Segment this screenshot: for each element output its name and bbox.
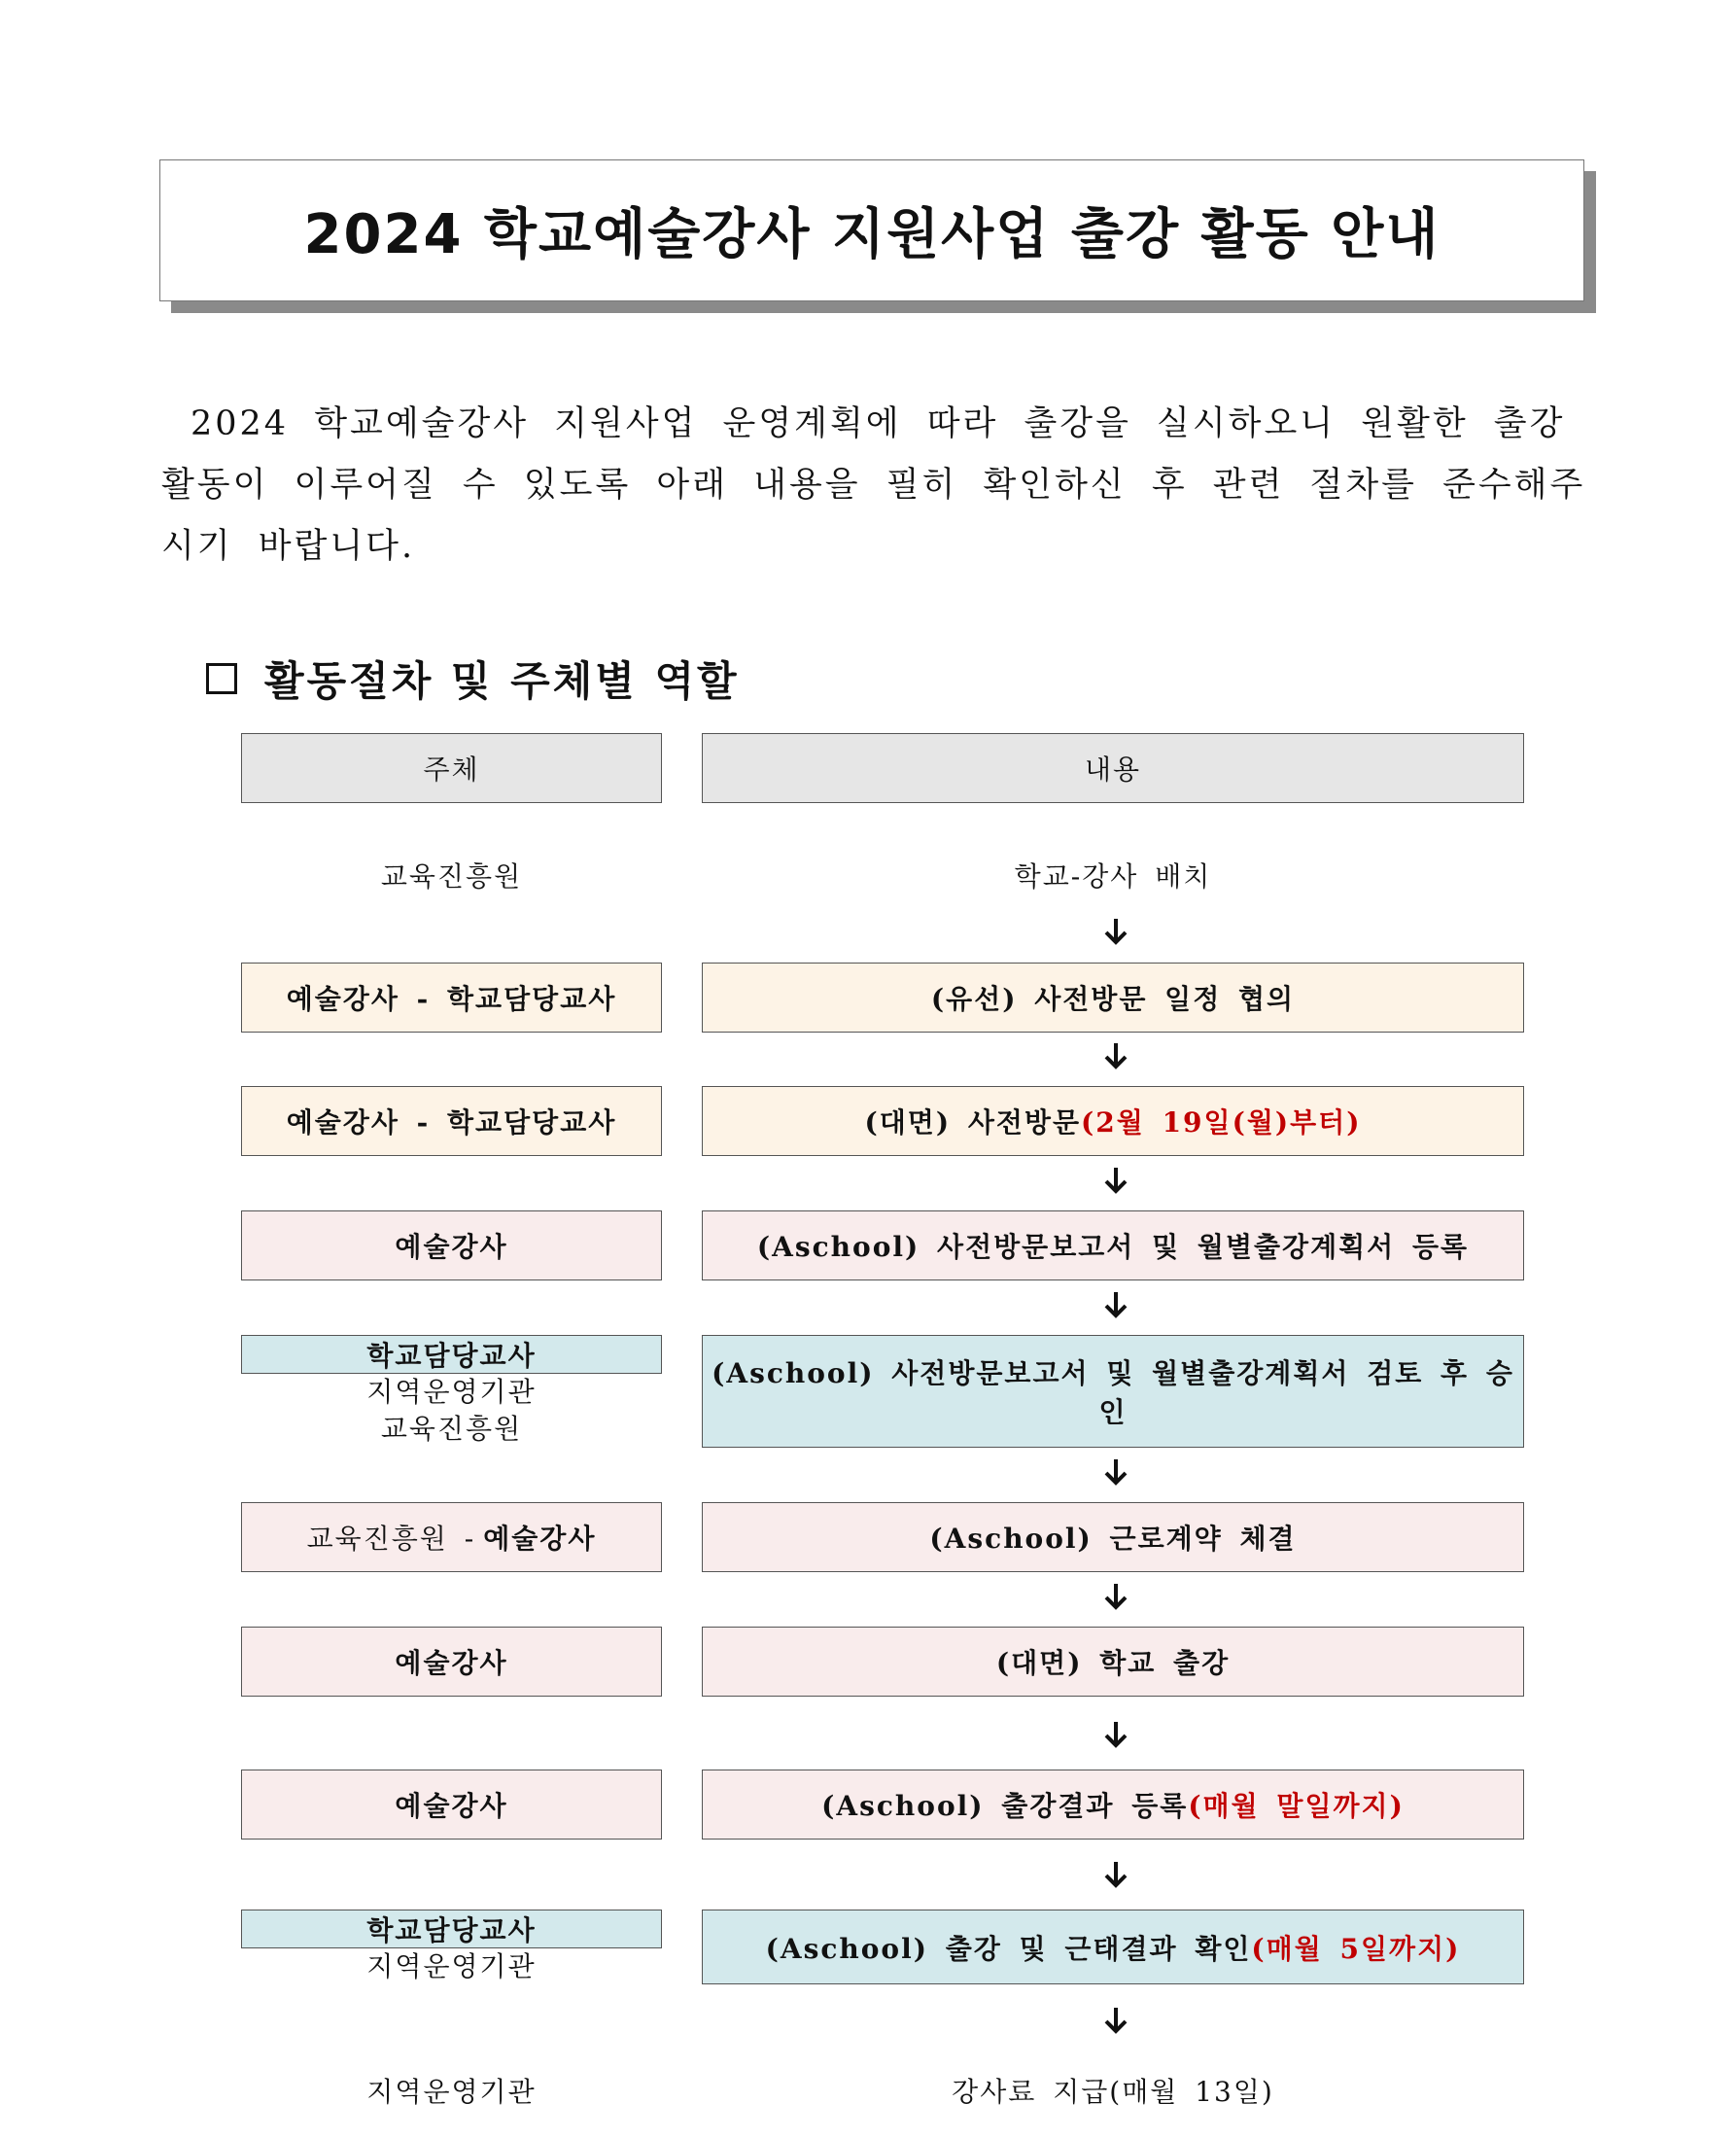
row-2-subject <box>241 1086 662 1156</box>
arrow-down-icon <box>1103 1458 1128 1486</box>
intro-line-3: 시기 바랍니다. <box>161 527 416 566</box>
intro-line-2: 활동이 이루어질 수 있도록 아래 내용을 필히 확인하신 후 관련 절차를 준수해주 <box>161 466 1586 505</box>
row-5-subject-bold: 예술강사 <box>483 1523 597 1555</box>
page-title: 2024 학교예술강사 지원사업 출강 활동 안내 <box>303 203 1441 266</box>
row-4-content <box>702 1335 1524 1448</box>
header-subject <box>241 733 662 803</box>
row-4-content-label: (Aschool) 사전방문보고서 및 월별출강계획서 검토 후 승인 <box>712 1357 1514 1428</box>
row-2-subject-label: 예술강사 - 학교담당교사 <box>286 1106 617 1139</box>
row-0-content: 학교-강사 배치 <box>1014 860 1212 893</box>
checkbox-icon <box>206 663 237 694</box>
title-box <box>159 159 1584 301</box>
row-9-subject: 지역운영기관 <box>366 2076 537 2108</box>
row-5-content-label: (Aschool) 근로계약 체결 <box>929 1523 1297 1555</box>
header-content <box>702 733 1524 803</box>
row-5-content <box>702 1502 1524 1572</box>
arrow-down-icon <box>1103 1042 1128 1069</box>
row-0-subject: 교육진흥원 <box>380 860 523 893</box>
arrow-down-icon <box>1103 1291 1128 1318</box>
row-3-content <box>702 1210 1524 1280</box>
row-8-content-label: (Aschool) 출강 및 근태결과 확인 <box>765 1932 1252 1965</box>
row-4-subject-line-1: 지역운영기관 <box>366 1376 537 1408</box>
section-title: 활동절차 및 주체별 역할 <box>264 657 740 705</box>
row-7-subject-label: 예술강사 <box>395 1790 508 1822</box>
row-8-subject-line-1: 지역운영기관 <box>366 1950 537 1982</box>
row-8-content <box>702 1910 1524 1984</box>
intro-paragraph <box>161 394 1600 578</box>
row-7-content <box>702 1770 1524 1840</box>
intro-line-1: 2024 학교예술강사 지원사업 운영계획에 따라 출강을 실시하오니 원활한 출강 <box>191 404 1566 443</box>
row-7-content-label: (Aschool) 출강결과 등록 <box>821 1790 1189 1822</box>
arrow-down-icon <box>1103 1721 1128 1748</box>
row-6-content-label: (대면) 학교 출강 <box>995 1647 1231 1679</box>
row-5-subject-plain: 교육진흥원 - <box>306 1523 476 1555</box>
row-8-subject-boxed: 학교담당교사 <box>241 1910 662 1948</box>
arrow-down-icon <box>1103 1861 1128 1888</box>
row-7-subject <box>241 1770 662 1840</box>
row-1-content-label: (유선) 사전방문 일정 협의 <box>930 983 1296 1015</box>
arrow-down-icon <box>1103 1167 1128 1194</box>
row-1-subject-label: 예술강사 - 학교담당교사 <box>286 983 617 1015</box>
row-9-content: 강사료 지급(매월 13일) <box>952 2076 1274 2108</box>
row-6-content <box>702 1627 1524 1697</box>
section-heading <box>206 649 740 708</box>
row-2-content-label: (대면) 사전방문 <box>864 1106 1082 1139</box>
row-3-subject <box>241 1210 662 1280</box>
arrow-down-icon <box>1103 1583 1128 1610</box>
row-3-subject-label: 예술강사 <box>395 1231 508 1263</box>
row-4-subject <box>241 1335 662 1448</box>
row-4-subject-boxed: 학교담당교사 <box>241 1335 662 1374</box>
row-2-content-date: (2월 19일(월)부터) <box>1081 1106 1362 1139</box>
row-8-subject <box>241 1910 662 1985</box>
row-1-content <box>702 963 1524 1033</box>
header-subject-label: 주체 <box>423 754 480 786</box>
row-4-subject-line-2: 교육진흥원 <box>380 1413 523 1445</box>
arrow-down-icon <box>1103 918 1128 945</box>
row-1-subject <box>241 963 662 1033</box>
header-content-label: 내용 <box>1084 754 1142 786</box>
row-6-subject <box>241 1627 662 1697</box>
row-8-content-deadline: (매월 5일까지) <box>1251 1932 1461 1965</box>
row-5-subject <box>241 1502 662 1572</box>
row-3-content-label: (Aschool) 사전방문보고서 및 월별출강계획서 등록 <box>756 1231 1470 1263</box>
row-7-content-deadline: (매월 말일까지) <box>1188 1790 1405 1822</box>
row-6-subject-label: 예술강사 <box>395 1647 508 1679</box>
row-2-content <box>702 1086 1524 1156</box>
arrow-down-icon <box>1103 2007 1128 2034</box>
